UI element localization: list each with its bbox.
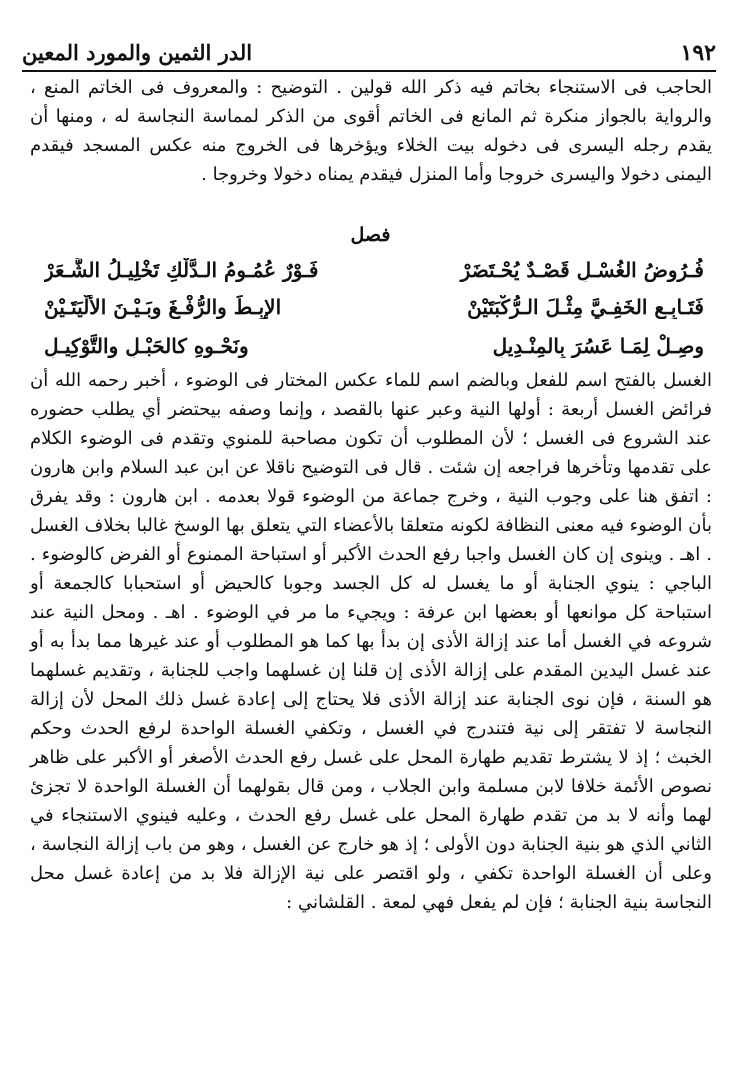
book-title: الدر الثمين والمورد المعين — [22, 40, 253, 65]
verse-3-second-hemistich: ونَحْـوِهِ كالحَبْـلِ والتَّوْكِيـلِ — [44, 334, 249, 358]
section-heading: فصل — [350, 224, 391, 246]
verse-line-2 — [44, 287, 704, 327]
verse-1-second-hemistich: فَـوْرٌ عُمُـومُ الـدَّلْكِ تَخْلِيـلُ الشَّـعَرْ — [44, 258, 319, 282]
intro-paragraph: الحاجب فى الاستنجاء بخاتم فيه ذكر الله قولين . التوضيح : والمعروف فى الخاتم المنع ، والرواية بالجواز منكرة ثم المانع فى الخاتم أقوى من الذكر لمماسة النجاسة له ، ومنها أن يقدم رجله اليسرى فى دخوله بيت الخلاء ويؤخرها فى الخروج منه عكس المسجد فيقدم اليمنى دخولا واليسرى خروجا وأما المنزل فيقدم يمناه دخولا وخروجا . — [30, 77, 712, 185]
page-number: ١٩٢ — [680, 40, 716, 66]
verse-1-first-hemistich: فُـرُوضُ الغُسْـلِ قَصْـدٌ يُحْـتَضَرْ — [460, 258, 704, 282]
verse-2-first-hemistich: فَتَـابِـعِ الخَفِـيَّ مِثْـلَ الـرُّكْبَتَيْنْ — [467, 295, 704, 319]
commentary-paragraph: الغسل بالفتح اسم للفعل وبالضم اسم للماء عكس المختار فى الوضوء ، أخبر رحمه الله أن فرائض الغسل أربعة : أولها النية وعبر عنها بالقصد ، وإنما وصفه بيحتضر أي يطلب حضوره عند الشروع فى الغسل ؛ لأن المطلوب أن تكون مصاحبة للمنوي وتقدم فى الوضوء الكلام على تقدمها وتأخرها فراجعه إن شئت . قال فى التوضيح ناقلا عن ابن عبد السلام وابن هارون : اتفق هنا على وجوب النية ، وخرج جماعة من الوضوء قولا بعدمه . ابن هارون : وقد يفرق بأن الوضوء فيه معنى النظافة لكونه متعلقا بالأعضاء التي يتعلق بها الوسخ غالبا بخلاف الغسل . اهـ . وينوى إن كان الغسل واجبا رفع الحدث الأكبر أو استباحة الممنوع أو الفرض كالوضوء . الباجي : ينوي الجنابة أو ما يغسل له كل الجسد وجوبا كالحيض أو استحبابا كالجمعة أو استباحة كل موانعها أو بعضها ابن عرفة : ويجيء ما مر في الوضوء . اهـ . ومحل النية عند شروعه في الغسل أما عند إزالة الأذى إن بدأ بها كما هو المطلوب أو عند غيرها مما بدأ به أو عند غسل اليدين المقدم على إزالة الأذى إن قلنا إن غسلهما واجب للجنابة ، وتقديم غسلهما هو السنة ، فإن نوى الجنابة عند إزالة الأذى فلا يحتاج إلى إعادة غسل ذلك المحل لأن إزالة النجاسة لا تفتقر إلى نية فتندرج في الغسل ، وتكفي الغسلة الواحدة لرفع الحدث وحكم الخبث ؛ إذ لا يشترط تقديم طهارة المحل على غسل رفع الحدث الأصغر أو الأكبر على ظاهر نصوص الأئمة خلافا لابن مسلمة وابن الجلاب ، ومن قال بقولهما أن الغسلة الواحدة لا تجزئ لهما وأنه لا بد من تقدم طهارة المحل على غسل رفع الحدث ، وعليه فينوي الاستنجاء في الثاني الذي هو بنية الجنابة دون الأولى ؛ إذ هو خارج عن الغسل ، وهو من باب إزالة النجاسة ، وعلى أن الغسلة الواحدة تكفي ، ولو اقتصر على نية الإزالة فلا بد من إعادة غسل محل النجاسة بنية الجنابة ؛ فإن لم يفعل فهي لمعة . القلشاني : — [30, 370, 712, 913]
verse-line-1 — [44, 250, 704, 290]
verse-line-3 — [44, 326, 704, 366]
header-rule — [22, 70, 716, 72]
verse-2-second-hemistich: الإبِـطَ والرُّفْـغَ وبَـيْـنَ الألْيَتَـيْنْ — [44, 295, 282, 319]
verse-3-first-hemistich: وصِـلْ لِمَـا عَسُرَ بِالمِنْـدِيلِ — [492, 334, 704, 358]
running-header — [22, 36, 716, 68]
